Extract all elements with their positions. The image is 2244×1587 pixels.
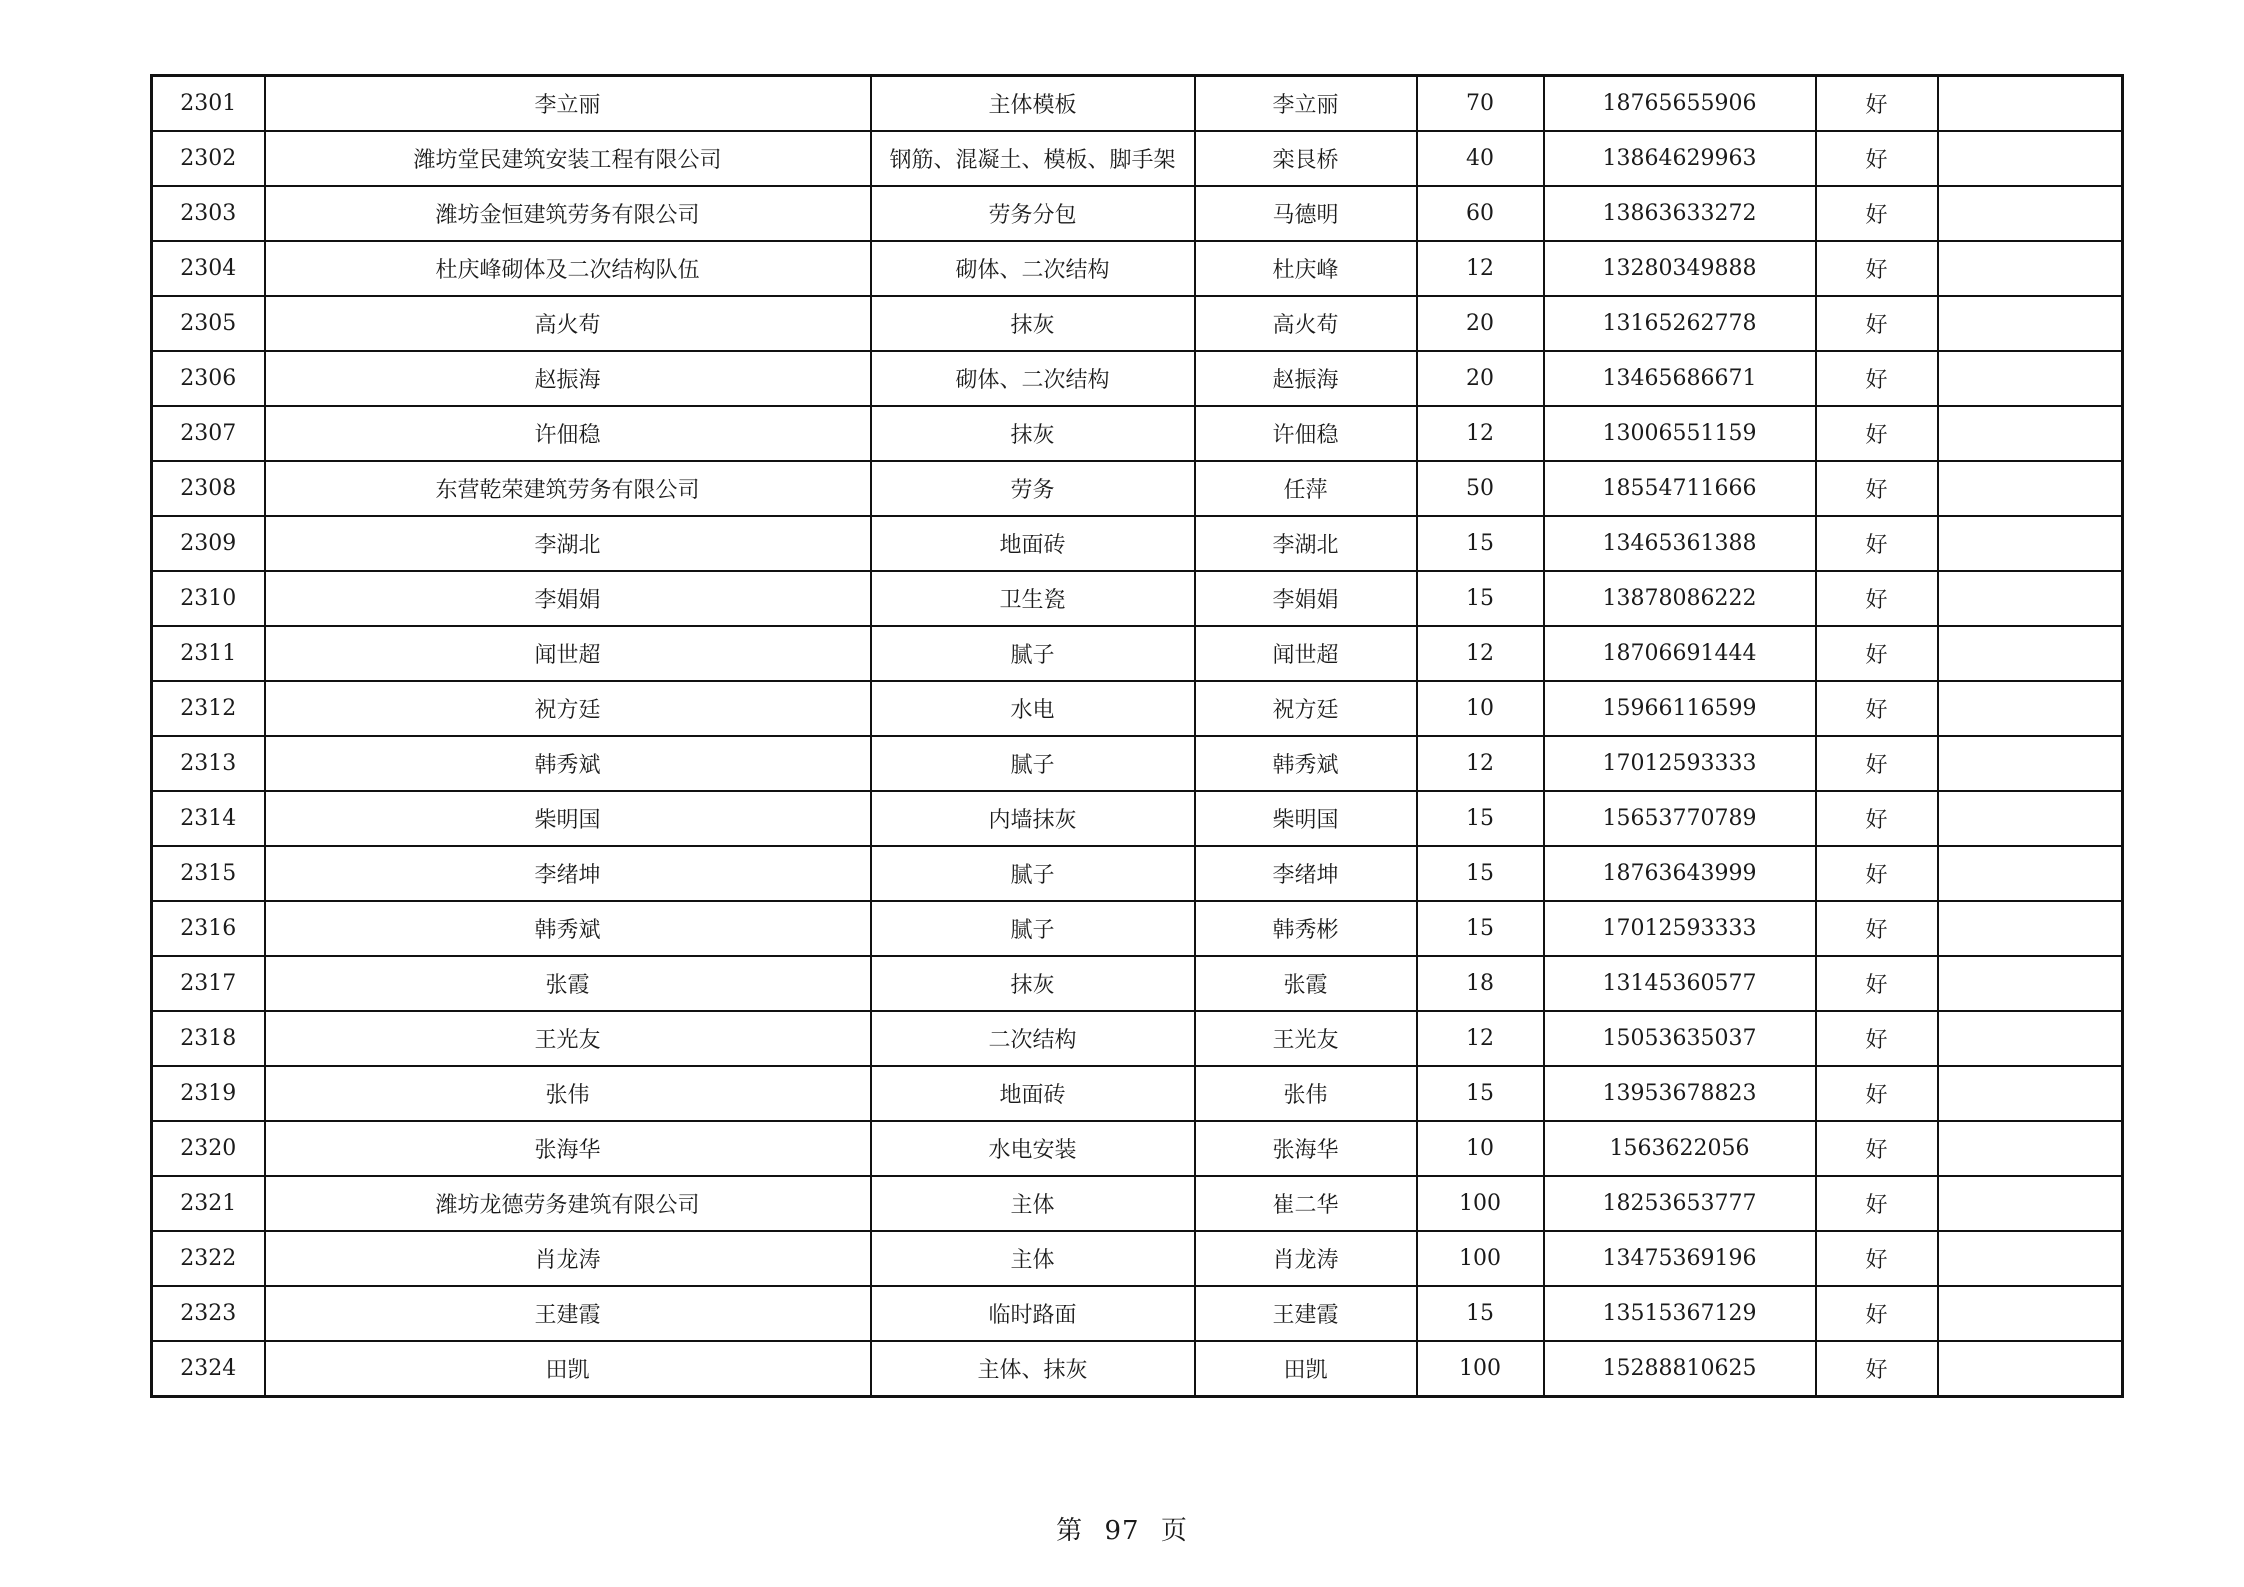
company-name-cell: 李立丽 [265,76,871,132]
contact-person-cell: 李湖北 [1195,516,1417,571]
phone-cell: 17012593333 [1544,736,1816,791]
phone-cell: 15966116599 [1544,681,1816,736]
table-body [152,76,2123,1397]
note-cell [1938,131,2123,186]
table-row [152,626,2123,681]
table-row [152,1286,2123,1341]
work-type-cell: 钢筋、混凝土、模板、脚手架 [871,131,1195,186]
rating-cell: 好 [1816,296,1938,351]
row-number-cell: 2322 [152,1231,265,1286]
worker-count-cell: 15 [1417,791,1544,846]
work-type-cell: 腻子 [871,846,1195,901]
note-cell [1938,351,2123,406]
contact-person-cell: 韩秀斌 [1195,736,1417,791]
contact-person-cell: 田凯 [1195,1341,1417,1397]
work-type-cell: 砌体、二次结构 [871,351,1195,406]
rating-cell: 好 [1816,1121,1938,1176]
phone-cell: 13878086222 [1544,571,1816,626]
work-type-cell: 卫生瓷 [871,571,1195,626]
phone-cell: 1563622056 [1544,1121,1816,1176]
table-row [152,1231,2123,1286]
table-row [152,1176,2123,1231]
subcontractor-table [150,74,2124,1398]
table-row [152,956,2123,1011]
work-type-cell: 临时路面 [871,1286,1195,1341]
table-row [152,241,2123,296]
rating-cell: 好 [1816,736,1938,791]
note-cell [1938,516,2123,571]
note-cell [1938,956,2123,1011]
rating-cell: 好 [1816,1341,1938,1397]
company-name-cell: 张海华 [265,1121,871,1176]
phone-cell: 15053635037 [1544,1011,1816,1066]
company-name-cell: 李湖北 [265,516,871,571]
work-type-cell: 抹灰 [871,296,1195,351]
contact-person-cell: 柴明国 [1195,791,1417,846]
contact-person-cell: 张霞 [1195,956,1417,1011]
company-name-cell: 李绪坤 [265,846,871,901]
company-name-cell: 潍坊金恒建筑劳务有限公司 [265,186,871,241]
worker-count-cell: 100 [1417,1176,1544,1231]
worker-count-cell: 100 [1417,1231,1544,1286]
rating-cell: 好 [1816,956,1938,1011]
work-type-cell: 水电 [871,681,1195,736]
phone-cell: 15653770789 [1544,791,1816,846]
worker-count-cell: 18 [1417,956,1544,1011]
note-cell [1938,791,2123,846]
rating-cell: 好 [1816,461,1938,516]
row-number-cell: 2313 [152,736,265,791]
company-name-cell: 赵振海 [265,351,871,406]
note-cell [1938,1341,2123,1397]
phone-cell: 18554711666 [1544,461,1816,516]
contact-person-cell: 赵振海 [1195,351,1417,406]
table-row [152,461,2123,516]
table-row [152,1066,2123,1121]
company-name-cell: 东营乾荣建筑劳务有限公司 [265,461,871,516]
table-row [152,296,2123,351]
phone-cell: 17012593333 [1544,901,1816,956]
row-number-cell: 2314 [152,791,265,846]
company-name-cell: 田凯 [265,1341,871,1397]
note-cell [1938,1011,2123,1066]
table-row [152,791,2123,846]
table-row [152,846,2123,901]
work-type-cell: 抹灰 [871,956,1195,1011]
worker-count-cell: 100 [1417,1341,1544,1397]
company-name-cell: 王建霞 [265,1286,871,1341]
row-number-cell: 2306 [152,351,265,406]
rating-cell: 好 [1816,626,1938,681]
contact-person-cell: 王建霞 [1195,1286,1417,1341]
row-number-cell: 2320 [152,1121,265,1176]
row-number-cell: 2324 [152,1341,265,1397]
contact-person-cell: 韩秀彬 [1195,901,1417,956]
work-type-cell: 抹灰 [871,406,1195,461]
phone-cell: 13145360577 [1544,956,1816,1011]
row-number-cell: 2312 [152,681,265,736]
note-cell [1938,1176,2123,1231]
worker-count-cell: 12 [1417,736,1544,791]
phone-cell: 18765655906 [1544,76,1816,132]
phone-cell: 13515367129 [1544,1286,1816,1341]
row-number-cell: 2311 [152,626,265,681]
contact-person-cell: 任萍 [1195,461,1417,516]
rating-cell: 好 [1816,516,1938,571]
phone-cell: 13863633272 [1544,186,1816,241]
note-cell [1938,241,2123,296]
worker-count-cell: 15 [1417,901,1544,956]
note-cell [1938,1231,2123,1286]
phone-cell: 13475369196 [1544,1231,1816,1286]
company-name-cell: 祝方廷 [265,681,871,736]
company-name-cell: 李娟娟 [265,571,871,626]
phone-cell: 13465686671 [1544,351,1816,406]
row-number-cell: 2318 [152,1011,265,1066]
row-number-cell: 2310 [152,571,265,626]
worker-count-cell: 12 [1417,406,1544,461]
worker-count-cell: 20 [1417,296,1544,351]
note-cell [1938,571,2123,626]
table-row [152,1011,2123,1066]
contact-person-cell: 许佃稳 [1195,406,1417,461]
row-number-cell: 2301 [152,76,265,132]
contact-person-cell: 栾艮桥 [1195,131,1417,186]
phone-cell: 13165262778 [1544,296,1816,351]
work-type-cell: 主体 [871,1231,1195,1286]
table-row [152,1341,2123,1397]
contact-person-cell: 崔二华 [1195,1176,1417,1231]
page-footer [0,1510,2244,1547]
worker-count-cell: 12 [1417,241,1544,296]
contact-person-cell: 张海华 [1195,1121,1417,1176]
worker-count-cell: 15 [1417,516,1544,571]
worker-count-cell: 15 [1417,571,1544,626]
phone-cell: 13864629963 [1544,131,1816,186]
note-cell [1938,296,2123,351]
phone-cell: 18706691444 [1544,626,1816,681]
work-type-cell: 主体 [871,1176,1195,1231]
contact-person-cell: 杜庆峰 [1195,241,1417,296]
rating-cell: 好 [1816,1066,1938,1121]
worker-count-cell: 20 [1417,351,1544,406]
company-name-cell: 张伟 [265,1066,871,1121]
worker-count-cell: 15 [1417,1286,1544,1341]
contact-person-cell: 李绪坤 [1195,846,1417,901]
row-number-cell: 2316 [152,901,265,956]
contact-person-cell: 李立丽 [1195,76,1417,132]
note-cell [1938,736,2123,791]
contact-person-cell: 肖龙涛 [1195,1231,1417,1286]
rating-cell: 好 [1816,681,1938,736]
rating-cell: 好 [1816,571,1938,626]
row-number-cell: 2302 [152,131,265,186]
worker-count-cell: 60 [1417,186,1544,241]
row-number-cell: 2308 [152,461,265,516]
contact-person-cell: 闻世超 [1195,626,1417,681]
table-row [152,681,2123,736]
phone-cell: 18763643999 [1544,846,1816,901]
worker-count-cell: 15 [1417,1066,1544,1121]
note-cell [1938,186,2123,241]
company-name-cell: 韩秀斌 [265,901,871,956]
work-type-cell: 劳务分包 [871,186,1195,241]
rating-cell: 好 [1816,901,1938,956]
worker-count-cell: 10 [1417,681,1544,736]
company-name-cell: 张霞 [265,956,871,1011]
note-cell [1938,76,2123,132]
footer-suffix: 页 [1160,1516,1188,1546]
note-cell [1938,406,2123,461]
rating-cell: 好 [1816,241,1938,296]
table-row [152,186,2123,241]
phone-cell: 13465361388 [1544,516,1816,571]
worker-count-cell: 12 [1417,626,1544,681]
worker-count-cell: 12 [1417,1011,1544,1066]
company-name-cell: 许佃稳 [265,406,871,461]
worker-count-cell: 70 [1417,76,1544,132]
table-row [152,131,2123,186]
phone-cell: 15288810625 [1544,1341,1816,1397]
table-row [152,901,2123,956]
row-number-cell: 2317 [152,956,265,1011]
work-type-cell: 腻子 [871,736,1195,791]
contact-person-cell: 高火苟 [1195,296,1417,351]
note-cell [1938,626,2123,681]
company-name-cell: 王光友 [265,1011,871,1066]
rating-cell: 好 [1816,351,1938,406]
rating-cell: 好 [1816,846,1938,901]
table-row [152,406,2123,461]
contact-person-cell: 张伟 [1195,1066,1417,1121]
work-type-cell: 二次结构 [871,1011,1195,1066]
work-type-cell: 主体模板 [871,76,1195,132]
row-number-cell: 2321 [152,1176,265,1231]
company-name-cell: 柴明国 [265,791,871,846]
work-type-cell: 地面砖 [871,1066,1195,1121]
work-type-cell: 地面砖 [871,516,1195,571]
contact-person-cell: 李娟娟 [1195,571,1417,626]
table-row [152,351,2123,406]
rating-cell: 好 [1816,1231,1938,1286]
table-row [152,516,2123,571]
worker-count-cell: 50 [1417,461,1544,516]
contact-person-cell: 祝方廷 [1195,681,1417,736]
note-cell [1938,461,2123,516]
row-number-cell: 2307 [152,406,265,461]
company-name-cell: 杜庆峰砌体及二次结构队伍 [265,241,871,296]
table-row [152,1121,2123,1176]
work-type-cell: 劳务 [871,461,1195,516]
table-row [152,571,2123,626]
note-cell [1938,1066,2123,1121]
rating-cell: 好 [1816,1176,1938,1231]
row-number-cell: 2319 [152,1066,265,1121]
footer-prefix: 第 [1056,1516,1084,1546]
rating-cell: 好 [1816,131,1938,186]
row-number-cell: 2309 [152,516,265,571]
company-name-cell: 韩秀斌 [265,736,871,791]
contact-person-cell: 马德明 [1195,186,1417,241]
company-name-cell: 潍坊龙德劳务建筑有限公司 [265,1176,871,1231]
work-type-cell: 腻子 [871,901,1195,956]
row-number-cell: 2303 [152,186,265,241]
rating-cell: 好 [1816,76,1938,132]
phone-cell: 13953678823 [1544,1066,1816,1121]
page-number: 97 [1104,1516,1140,1546]
note-cell [1938,846,2123,901]
note-cell [1938,901,2123,956]
note-cell [1938,1121,2123,1176]
worker-count-cell: 40 [1417,131,1544,186]
table-row [152,76,2123,132]
work-type-cell: 主体、抹灰 [871,1341,1195,1397]
contact-person-cell: 王光友 [1195,1011,1417,1066]
company-name-cell: 高火苟 [265,296,871,351]
company-name-cell: 闻世超 [265,626,871,681]
company-name-cell: 肖龙涛 [265,1231,871,1286]
phone-cell: 13280349888 [1544,241,1816,296]
note-cell [1938,681,2123,736]
phone-cell: 18253653777 [1544,1176,1816,1231]
row-number-cell: 2323 [152,1286,265,1341]
work-type-cell: 内墙抹灰 [871,791,1195,846]
rating-cell: 好 [1816,406,1938,461]
work-type-cell: 腻子 [871,626,1195,681]
rating-cell: 好 [1816,1286,1938,1341]
rating-cell: 好 [1816,1011,1938,1066]
table-row [152,736,2123,791]
phone-cell: 13006551159 [1544,406,1816,461]
work-type-cell: 水电安装 [871,1121,1195,1176]
rating-cell: 好 [1816,186,1938,241]
row-number-cell: 2315 [152,846,265,901]
note-cell [1938,1286,2123,1341]
rating-cell: 好 [1816,791,1938,846]
company-name-cell: 潍坊堂民建筑安装工程有限公司 [265,131,871,186]
worker-count-cell: 15 [1417,846,1544,901]
row-number-cell: 2305 [152,296,265,351]
worker-count-cell: 10 [1417,1121,1544,1176]
work-type-cell: 砌体、二次结构 [871,241,1195,296]
row-number-cell: 2304 [152,241,265,296]
